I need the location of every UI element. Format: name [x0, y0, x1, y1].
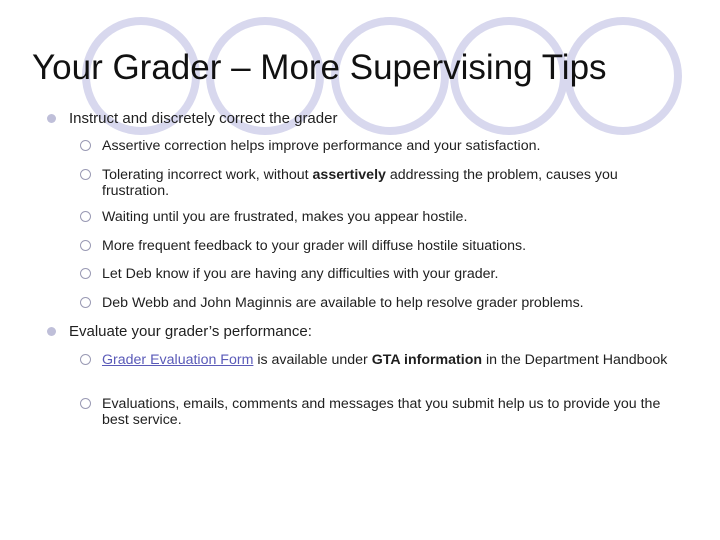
text-before: Tolerating incorrect work, without [102, 167, 313, 183]
hollow-bullet-icon [80, 169, 91, 180]
sub-bullet-text: More frequent feedback to your grader will diffuse hostile situations. [102, 238, 527, 254]
sub-bullet-text: Evaluations, emails, comments and messages that you submit help us to provide you the best service. [102, 396, 661, 428]
slide-title: Your Grader – More Supervising Tips [32, 48, 607, 87]
hollow-bullet-icon [80, 297, 91, 308]
sub-bullet-text: Waiting until you are frustrated, makes you appear hostile. [102, 209, 468, 225]
sub-bullet-text: Assertive correction helps improve performance and your satisfaction. [102, 138, 541, 154]
hollow-bullet-icon [80, 240, 91, 251]
text-after: in the Department Handbook [482, 352, 668, 368]
hollow-bullet-icon [80, 398, 91, 409]
sub-bullet-text [102, 352, 678, 368]
filled-bullet-icon [47, 114, 56, 123]
sub-bullet-text: Deb Webb and John Maginnis are available to help resolve grader problems. [102, 295, 584, 311]
hollow-bullet-icon [80, 268, 91, 279]
sub-bullet-text [102, 167, 678, 199]
bold-gta-information: GTA information [371, 352, 483, 368]
text-after: addressing the problem, causes you frustration. [102, 167, 618, 199]
filled-bullet-icon [47, 327, 56, 336]
bullet-text: Instruct and discretely correct the grader [69, 110, 338, 127]
bullet-text: Evaluate your grader’s performance: [69, 323, 312, 340]
grader-evaluation-form-link[interactable]: Grader Evaluation Form [102, 352, 254, 368]
bold-assertively: assertively [312, 167, 386, 183]
hollow-bullet-icon [80, 140, 91, 151]
hollow-bullet-icon [80, 354, 91, 365]
text-middle: is available under [253, 352, 372, 368]
sub-bullet-text: Let Deb know if you are having any difficulties with your grader. [102, 266, 499, 282]
hollow-bullet-icon [80, 211, 91, 222]
